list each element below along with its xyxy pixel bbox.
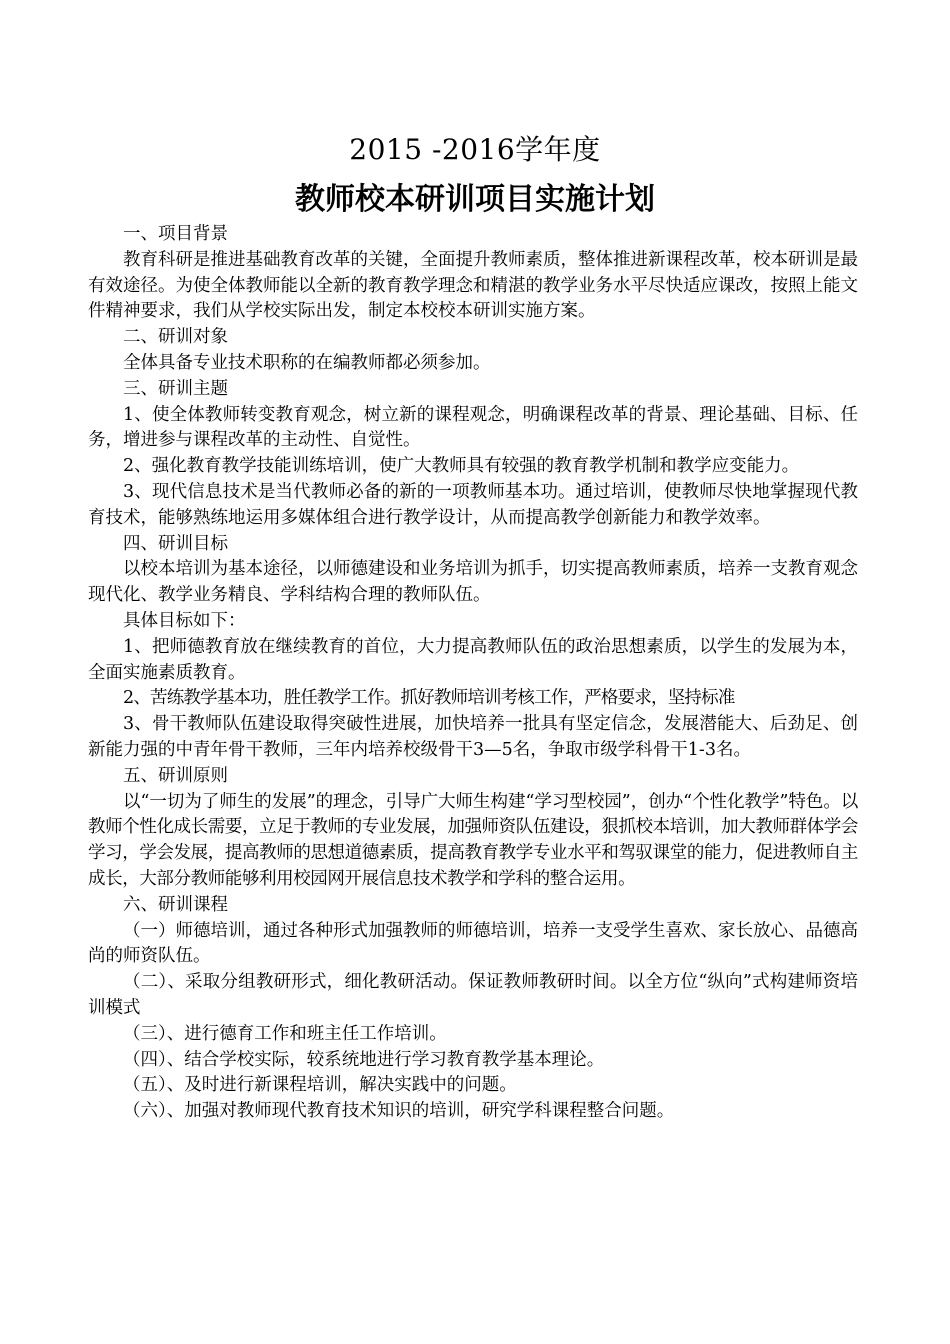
document-body xyxy=(88,222,858,1125)
paragraph-target: 全体具备专业技术职称的在编教师都必须参加。 xyxy=(123,352,491,373)
paragraph-theme-2: 2、强化教育教学技能训练培训，使广大教师具有较强的教育教学机制和教学应变能力。 xyxy=(123,456,800,477)
section-heading-goals: 四、研训目标 xyxy=(123,533,228,554)
section-heading-principles: 五、研训原则 xyxy=(123,765,228,786)
paragraph-goal-2: 2、苦练教学基本功，胜任教学工作。抓好教师培训考核工作，严格要求，坚持标准 xyxy=(123,688,735,709)
paragraph-course-1: （一）师德培训，通过各种形式加强教师的师德培训，培养一支受学生喜欢、家长放心、品德高尚的师资队伍。 xyxy=(88,920,858,967)
paragraph-background: 教育科研是推进基础教育改革的关键，全面提升教师素质，整体推进新课程改革，校本研训是最有效途径。为使全体教师能以全新的教育教学理念和精湛的教学业务水平尽快适应课改，按照上能文件精神要求，我们从学校实际出发，制定本校校本研训实施方案。 xyxy=(88,249,858,322)
paragraph-goal-3: 3、骨干教师队伍建设取得突破性进展，加快培养一批具有坚定信念，发展潜能大、后劲足、创新能力强的中青年骨干教师，三年内培养校级骨干3—5名，争取市级学科骨干1-3名。 xyxy=(88,714,858,760)
paragraph-course-2: （二）、采取分组教研形式，细化教研活动。保证教师教研时间。以全方位“纵向”式构建师资培训模式 xyxy=(88,972,858,1018)
section-heading-target: 二、研训对象 xyxy=(123,327,228,348)
paragraph-course-6: （六）、加强对教师现代教育技术知识的培训，研究学科课程整合问题。 xyxy=(123,1101,675,1122)
section-heading-theme: 三、研训主题 xyxy=(123,378,228,399)
paragraph-course-5: （五）、及时进行新课程培训，解决实践中的问题。 xyxy=(123,1075,517,1096)
paragraph-theme-3: 3、现代信息技术是当代教师必备的新的一项教师基本功。通过培训，使教师尽快地掌握现代教育技术，能够熟练地运用多媒体组合进行教学设计，从而提高教学创新能力和教学效率。 xyxy=(88,481,858,528)
paragraph-course-3: （三）、进行德育工作和班主任工作培训。 xyxy=(123,1023,447,1044)
paragraph-course-4: （四）、结合学校实际，较系统地进行学习教育教学基本理论。 xyxy=(123,1049,605,1070)
document-year-title: 2015 -2016学年度 xyxy=(349,133,601,166)
document-title: 教师校本研训项目实施计划 xyxy=(295,182,655,217)
paragraph-goal-1: 1、把师德教育放在继续教育的首位，大力提高教师队伍的政治思想素质，以学生的发展为本，全面实施素质教育。 xyxy=(88,636,858,683)
section-heading-background: 一、项目背景 xyxy=(123,224,228,244)
paragraph-goals: 以校本培训为基本途径，以师德建设和业务培训为抓手，切实提高教师素质，培养一支教育观念现代化、教学业务精良、学科结构合理的教师队伍。 xyxy=(88,559,858,606)
paragraph-theme-1: 1、使全体教师转变教育观念，树立新的课程观念，明确课程改革的背景、理论基础、目标、任务，增进参与课程改革的主动性、自觉性。 xyxy=(88,404,858,451)
section-heading-courses: 六、研训课程 xyxy=(123,894,228,915)
paragraph-goals-intro: 具体目标如下： xyxy=(123,610,246,631)
paragraph-principles: 以“一切为了师生的发展”的理念，引导广大师生构建“学习型校园”，创办“个性化教学”特色。以教师个性化成长需要，立足于教师的专业发展，加强师资队伍建设，狠抓校本培训，加大教师群体学会学习，学会发展，提高教师的思想道德素质，提高教育教学专业水平和驾驭课堂的能力，促进教师自主成长，大部分教师能够利用校园网开展信息技术教学和学科的整合运用。 xyxy=(88,791,858,889)
